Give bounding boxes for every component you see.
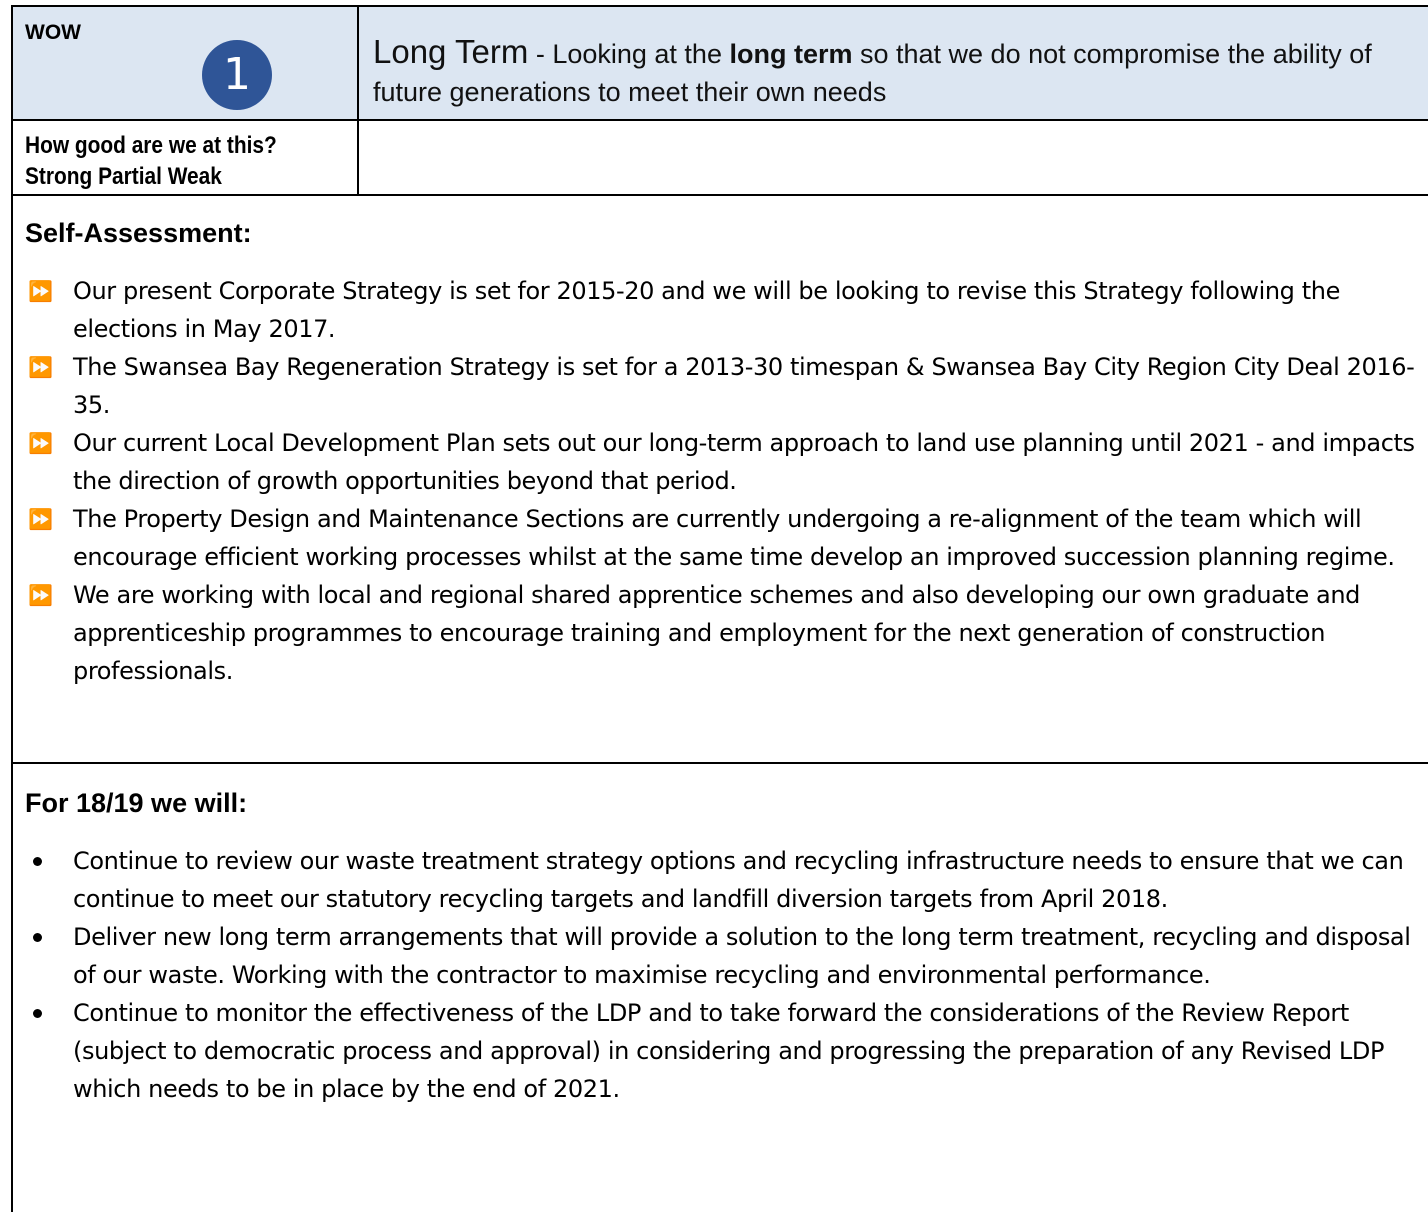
rating-value-cell bbox=[357, 119, 1428, 196]
list-item bbox=[13, 994, 1428, 1108]
bullet-dot-icon bbox=[33, 933, 42, 942]
list-item bbox=[13, 272, 1428, 348]
list-item bbox=[13, 576, 1428, 690]
double-arrow-right-icon: ⏩ bbox=[28, 279, 53, 303]
list-item-text: We are working with local and regional shared apprentice schemes and also developing our own graduate and apprenticeship programmes to encourage training and employment for the next generation of construction professionals. bbox=[73, 581, 1361, 685]
list-item bbox=[13, 424, 1428, 500]
self-assessment-list bbox=[13, 272, 1428, 690]
rating-options: Strong Partial Weak bbox=[25, 163, 222, 190]
list-item-text: Continue to monitor the effectiveness of the LDP and to take forward the considerations of the Review Report (subject to democratic process and approval) in considering and progressing the preparation of any Revised LDP which needs to be in place by the end of 2021. bbox=[73, 999, 1385, 1103]
rating-question: How good are we at this? bbox=[25, 132, 277, 159]
objective-title bbox=[373, 33, 1398, 111]
double-arrow-right-icon: ⏩ bbox=[28, 583, 53, 607]
double-arrow-right-icon: ⏩ bbox=[28, 507, 53, 531]
double-arrow-right-icon: ⏩ bbox=[28, 355, 53, 379]
number-badge bbox=[202, 40, 272, 110]
list-item bbox=[13, 500, 1428, 576]
plan-heading: For 18/19 we will: bbox=[25, 788, 248, 818]
title-bold: long term bbox=[729, 39, 853, 69]
self-assessment-heading: Self-Assessment: bbox=[25, 218, 252, 248]
title-big: Long Term bbox=[373, 33, 529, 70]
wow-label: WOW bbox=[25, 21, 81, 44]
list-item bbox=[13, 348, 1428, 424]
self-assessment-section bbox=[11, 194, 1428, 764]
list-item-text: The Property Design and Maintenance Sections are currently undergoing a re-alignment of the team which will encourage efficient working processes whilst at the same time develop an improved succession planning regime. bbox=[73, 505, 1395, 571]
plan-list bbox=[13, 842, 1428, 1108]
list-item-text: Continue to review our waste treatment strategy options and recycling infrastructure needs to ensure that we can continue to meet our statutory recycling targets and landfill diversion targets from April 2018. bbox=[73, 847, 1404, 913]
title-cell bbox=[357, 5, 1428, 121]
list-item-text: The Swansea Bay Regeneration Strategy is set for a 2013-30 timespan & Swansea Bay City Region City Deal 2016-35. bbox=[73, 353, 1415, 419]
list-item bbox=[13, 842, 1428, 918]
rating-text bbox=[25, 130, 277, 192]
number-badge-label: 1 bbox=[223, 49, 251, 100]
title-rest: so that we do not compromise the ability of future generations to meet their own needs bbox=[373, 39, 1372, 107]
list-item-text: Deliver new long term arrangements that will provide a solution to the long term treatment, recycling and disposal of our waste. Working with the contractor to maximise recycling and environmental performance. bbox=[73, 923, 1411, 989]
bullet-dot-icon bbox=[33, 857, 42, 866]
list-item-text: Our current Local Development Plan sets out our long-term approach to land use planning until 2021 - and impacts the direction of growth opportunities beyond that period. bbox=[73, 429, 1415, 495]
wow-cell bbox=[11, 5, 359, 121]
plan-section bbox=[11, 762, 1428, 1212]
double-arrow-right-icon: ⏩ bbox=[28, 431, 53, 455]
title-separator: - Looking at the bbox=[528, 39, 730, 69]
list-item-text: Our present Corporate Strategy is set for 2015-20 and we will be looking to revise this Strategy following the elections in May 2017. bbox=[73, 277, 1340, 343]
rating-label-cell bbox=[11, 119, 359, 196]
bullet-dot-icon bbox=[33, 1009, 42, 1018]
list-item bbox=[13, 918, 1428, 994]
